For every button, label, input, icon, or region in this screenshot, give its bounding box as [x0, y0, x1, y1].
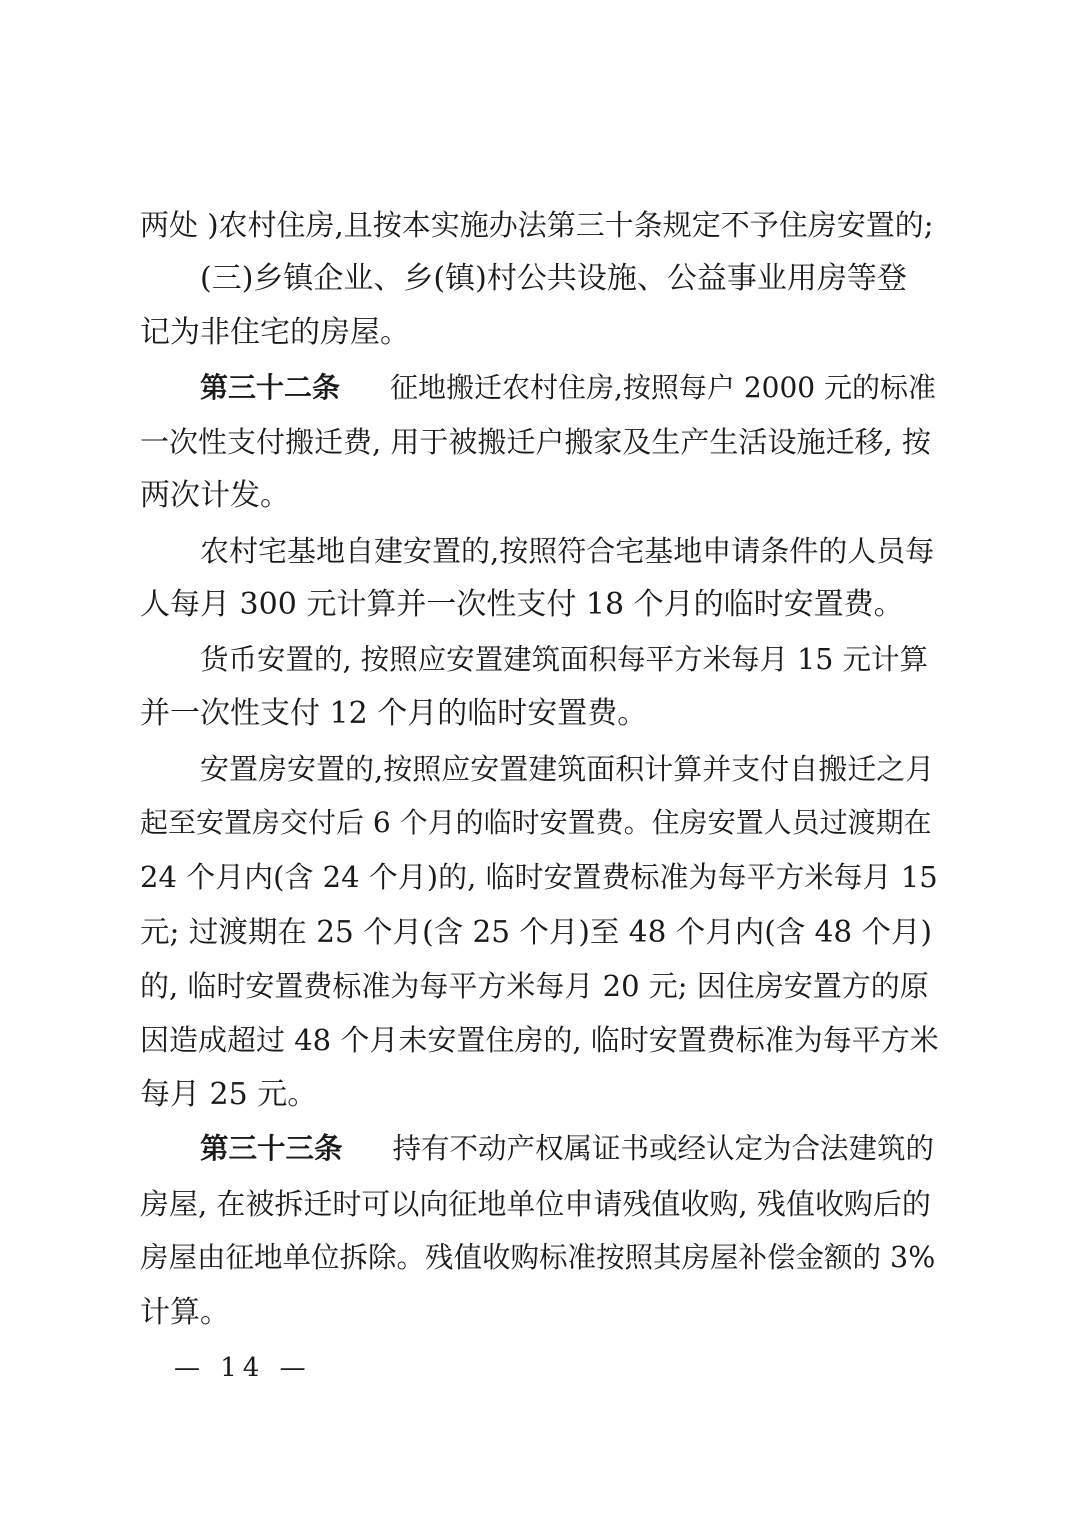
article-heading: 第三十三条: [200, 1132, 343, 1165]
article-heading: 第三十二条: [200, 371, 341, 404]
article-33-first-line: [200, 1129, 940, 1169]
text-line: 两处 )农村住房,且按本实施办法第三十条规定不予住房安置的;: [140, 208, 934, 242]
text-line: 房屋, 在被拆迁时可以向征地单位申请残值收购, 残值收购后的: [140, 1187, 931, 1221]
text-line: 起至安置房交付后 6 个月的临时安置费。住房安置人员过渡期在: [140, 806, 932, 839]
text-line: 计算。: [140, 1295, 230, 1330]
text-line: 人每月 300 元计算并一次性支付 18 个月的临时安置费。: [140, 587, 904, 622]
text-line: 两次计发。: [140, 478, 290, 513]
text-line: 并一次性支付 12 个月的临时安置费。: [140, 696, 648, 731]
text-line: 每月 25 元。: [140, 1077, 318, 1112]
text-line: 记为非住宅的房屋。: [140, 315, 410, 350]
text-line: 农村宅基地自建安置的,按照符合宅基地申请条件的人员每: [200, 534, 935, 568]
text-line: 一次性支付搬迁费, 用于被搬迁户搬家及生产生活设施迁移, 按: [140, 425, 931, 459]
text-line: 元; 过渡期在 25 个月(含 25 个月)至 48 个月内(含 48 个月): [140, 915, 933, 949]
text-line: 货币安置的, 按照应安置建筑面积每平方米每月 15 元计算: [200, 643, 929, 676]
text-line: 的, 临时安置费标准为每平方米每月 20 元; 因住房安置方的原: [140, 969, 929, 1003]
text-line: 安置房安置的,按照应安置建筑面积计算并支付自搬迁之月: [200, 752, 935, 786]
text-line: 24 个月内(含 24 个月)的, 临时安置费标准为每平方米每月 15: [140, 860, 938, 894]
text-line: 因造成超过 48 个月未安置住房的, 临时安置费标准为每平方米: [140, 1023, 939, 1057]
text-line: 持有不动产权属证书或经认定为合法建筑的: [392, 1132, 935, 1165]
text-line: 征地搬迁农村住房,按照每户 2000 元的标准: [390, 371, 936, 404]
page-number: — 14 —: [174, 1353, 312, 1383]
text-line: 房屋由征地单位拆除。残值收购标准按照其房屋补偿金额的 3%: [140, 1241, 936, 1274]
article-32-first-line: [200, 368, 940, 408]
text-line: (三)乡镇企业、乡(镇)村公共设施、公益事业用房等登: [200, 261, 907, 296]
